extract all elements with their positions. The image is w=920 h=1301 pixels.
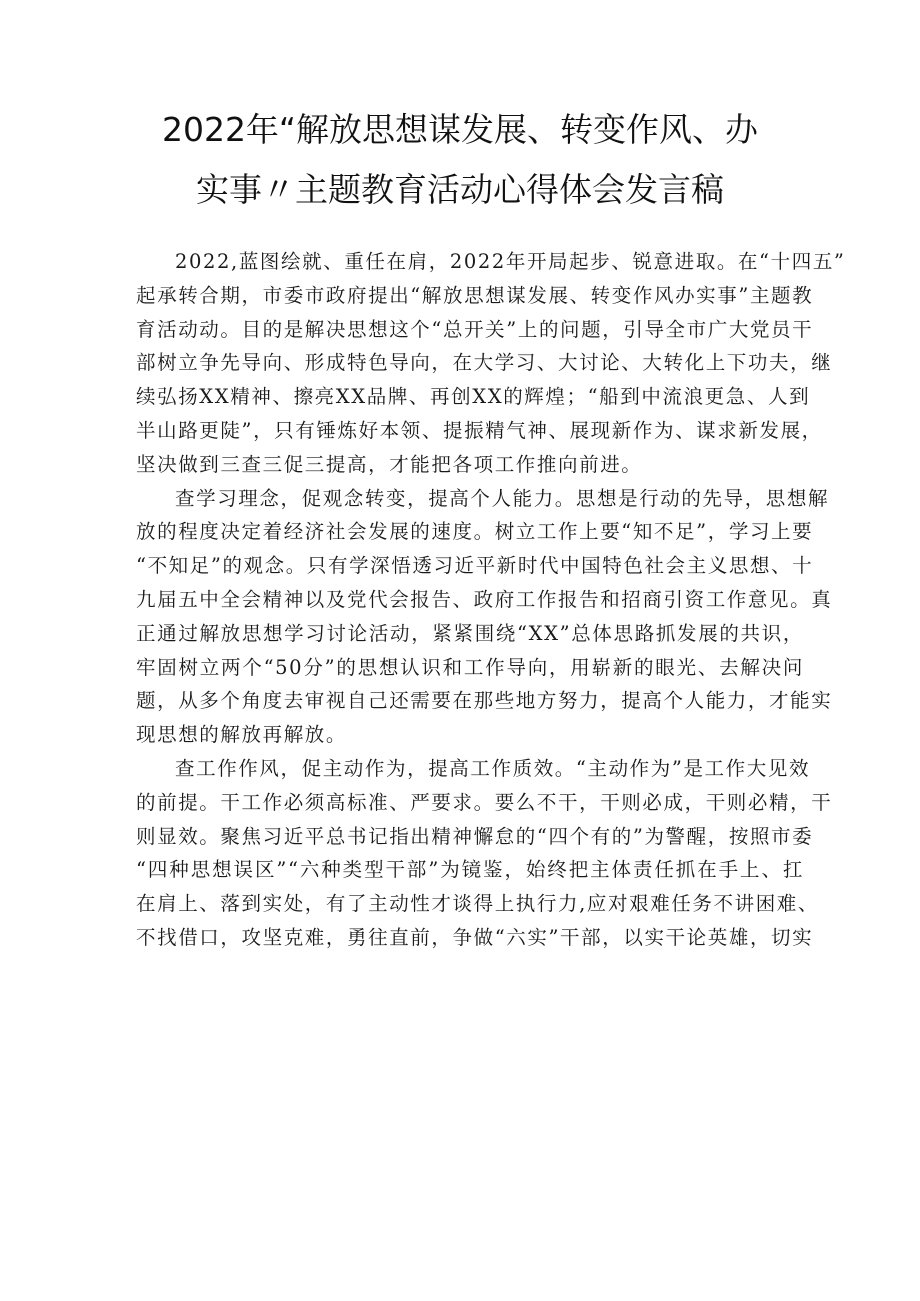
paragraph-line: 九届五中全会精神以及党代会报告、政府工作报告和招商引资工作意见。真 bbox=[136, 587, 833, 611]
paragraph-line: 坚决做到三查三促三提高，才能把各项工作推向前进。 bbox=[136, 452, 643, 476]
paragraph-line: 续弘扬XX精神、擦亮XX品牌、再创XX的辉煌；“船到中流浪更急、人到 bbox=[136, 385, 811, 409]
paragraph-work-style bbox=[136, 752, 833, 955]
paragraph-line: 起承转合期，市委市政府提出“解放思想谋发展、转变作风办实事”主题教 bbox=[136, 283, 814, 307]
paragraph-line: “四种思想误区”“六种类型干部”为镜鉴，始终把主体责任抓在手上、扛 bbox=[136, 858, 804, 882]
document-body bbox=[136, 245, 846, 955]
paragraph-study-concepts bbox=[136, 482, 833, 752]
title-line-1: 2022年“解放思想谋发展、转变作风、办 bbox=[161, 110, 759, 149]
document-title bbox=[100, 100, 820, 220]
paragraph-line: 正通过解放思想学习讨论活动，紧紧围绕“XX”总体思路抓发展的共识， bbox=[136, 621, 804, 645]
paragraph-line: 题，从多个角度去审视自己还需要在那些地方努力，提高个人能力，才能实 bbox=[136, 689, 833, 713]
paragraph-line: 放的程度决定着经济社会发展的速度。树立工作上要“知不足”，学习上要 bbox=[136, 520, 814, 544]
paragraph-line: 的前提。干工作必须高标准、严要求。要么不干，干则必成，干则必精，干 bbox=[136, 790, 833, 814]
paragraph-line: 查学习理念，促观念转变，提高个人能力。思想是行动的先导，思想解 bbox=[175, 486, 830, 510]
paragraph-line: 现思想的解放再解放。 bbox=[136, 723, 348, 747]
paragraph-line: 不找借口，攻坚克难，勇往直前，争做“六实”干部，以实干论英雄，切实 bbox=[136, 925, 814, 949]
paragraph-line: 半山路更陡”，只有锤炼好本领、提振精气神、展现新作为、谋求新发展， bbox=[136, 418, 823, 442]
paragraph-line: 则显效。聚焦习近平总书记指出精神懈怠的“四个有的”为警醒，按照市委 bbox=[136, 824, 814, 848]
paragraph-line: 牢固树立两个“50分”的思想认识和工作导向，用崭新的眼光、去解决问 bbox=[136, 655, 804, 679]
paragraph-line: 育活动动。目的是解决思想这个“总开关”上的问题，引导全市广大党员干 bbox=[136, 317, 814, 341]
paragraph-line: 2022,蓝图绘就、重任在肩，2022年开局起步、锐意进取。在“十四五” bbox=[175, 250, 846, 273]
paragraph-intro bbox=[136, 245, 846, 482]
paragraph-line: 在肩上、落到实处，有了主动性才谈得上执行力,应对艰难任务不讲困难、 bbox=[136, 892, 819, 916]
paragraph-line: “不知足”的观念。只有学深悟透习近平新时代中国特色社会主义思想、十 bbox=[136, 554, 814, 578]
title-line-2: 实事〃主题教育活动心得体会发言稿 bbox=[196, 170, 724, 209]
paragraph-line: 查工作作风，促主动作为，提高工作质效。“主动作为”是工作大见效 bbox=[175, 756, 811, 780]
paragraph-line: 部树立争先导向、形成特色导向，在大学习、大讨论、大转化上下功夫，继 bbox=[136, 351, 833, 375]
